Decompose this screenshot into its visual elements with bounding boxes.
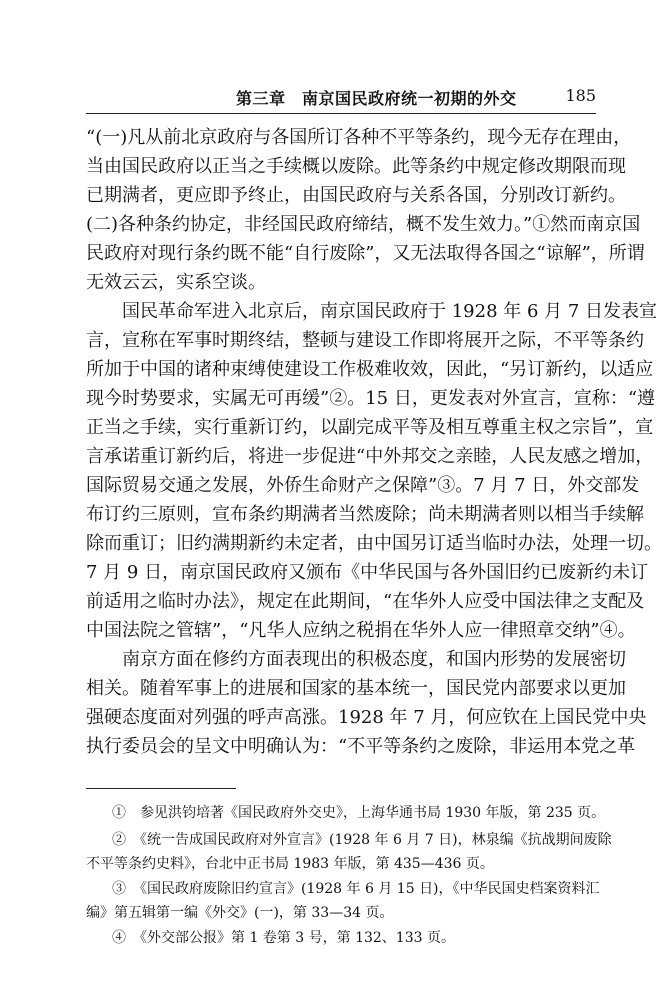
chapter-title: 第三章 南京国民政府统一初期的外交 [236,89,517,108]
text-line: 正当之手续，实行重新订约，以副完成平等及相互尊重主权之宗旨”，宣 [86,417,654,438]
text-line: 相关。随着军事上的进展和国家的基本统一，国民党内部要求以更加 [86,678,626,699]
footnote-3-cont: 编》第五辑第一编《外交》(一)，第 33—34 页。 [86,905,394,921]
running-header [86,86,596,110]
text-line: 所加于中国的诸种束缚使建设工作极难收效，因此，“另订新约，以适应 [86,359,654,380]
text-line: 执行委员会的呈文中明确认为：“不平等条约之废除，非运用本党之革 [86,736,636,757]
text-line: (二)各种条约协定，非经国民政府缔结，概不发生效力。”①然而南京国 [86,214,641,235]
footnote-2-cont: 不平等条约史料》，台北中正书局 1983 年版，第 435—436 页。 [86,856,494,872]
text-line: 言承诺重订新约后，将进一步促进“中外邦交之亲睦，人民友感之增加， [86,446,654,467]
footnote-3: ③ 《国民政府废除旧约宣言》(1928 年 6 月 15 日)，《中华民国史档案资料汇 [112,881,600,897]
text-line: “(一)凡从前北京政府与各国所订各种不平等条约，现今无存在理由， [86,127,632,148]
paragraph-first-line: 国民革命军进入北京后，南京国民政府于 1928 年 6 月 7 日发表宣 [122,301,658,322]
text-line: 已期满者，更应即予终止，由国民政府与关系各国，分别改订新约。 [86,185,626,206]
header-rule [86,113,596,114]
footnote-rule [86,788,236,789]
text-line: 现今时势要求，实属无可再缓”②。15 日，更发表对外宣言，宣称：“遵 [86,388,656,409]
text-line: 国际贸易交通之发展，外侨生命财产之保障”③。7 月 7 日，外交部发 [86,475,640,496]
text-line: 布订约三原则，宣布条约期满者当然废除；尚未期满者则以相当手续解 [86,504,644,525]
text-line: 民政府对现行条约既不能“自行废除”，又无法取得各国之“谅解”，所谓 [86,243,645,264]
text-line: 无效云云，实系空谈。 [86,272,266,293]
footnote-4: ④ 《外交部公报》第 1 卷第 3 号，第 132、133 页。 [112,930,455,946]
paragraph-first-line: 南京方面在修约方面表现出的积极态度，和国内形势的发展密切 [122,649,626,670]
text-line: 当由国民政府以正当之手续概以废除。此等条约中规定修改期限而现 [86,156,626,177]
text-line: 前适用之临时办法》，规定在此期间，“在华外人应受中国法律之支配及 [86,591,645,612]
footnote-1: ① 参见洪钧培著《国民政府外交史》，上海华通书局 1930 年版，第 235 页。 [112,805,606,821]
text-line: 言，宣称在军事时期终结，整顿与建设工作即将展开之际，不平等条约 [86,330,644,351]
text-line: 7 月 9 日，南京国民政府又颁布《中华民国与各外国旧约已废新约未订 [86,562,649,583]
footnote-2: ② 《统一告成国民政府对外宣言》(1928 年 6 月 7 日)，林泉编《抗战期间废除 [112,832,612,848]
page-number: 185 [565,86,596,105]
text-line: 除而重订；旧约满期新约未定者，由中国另订适当临时办法，处理一切。 [86,533,662,554]
text-line: 中国法院之管辖”，“凡华人应纳之税捐在华外人应一律照章交纳”④。 [86,620,636,641]
text-line: 强硬态度面对列强的呼声高涨。1928 年 7 月，何应钦在上国民党中央 [86,707,647,728]
